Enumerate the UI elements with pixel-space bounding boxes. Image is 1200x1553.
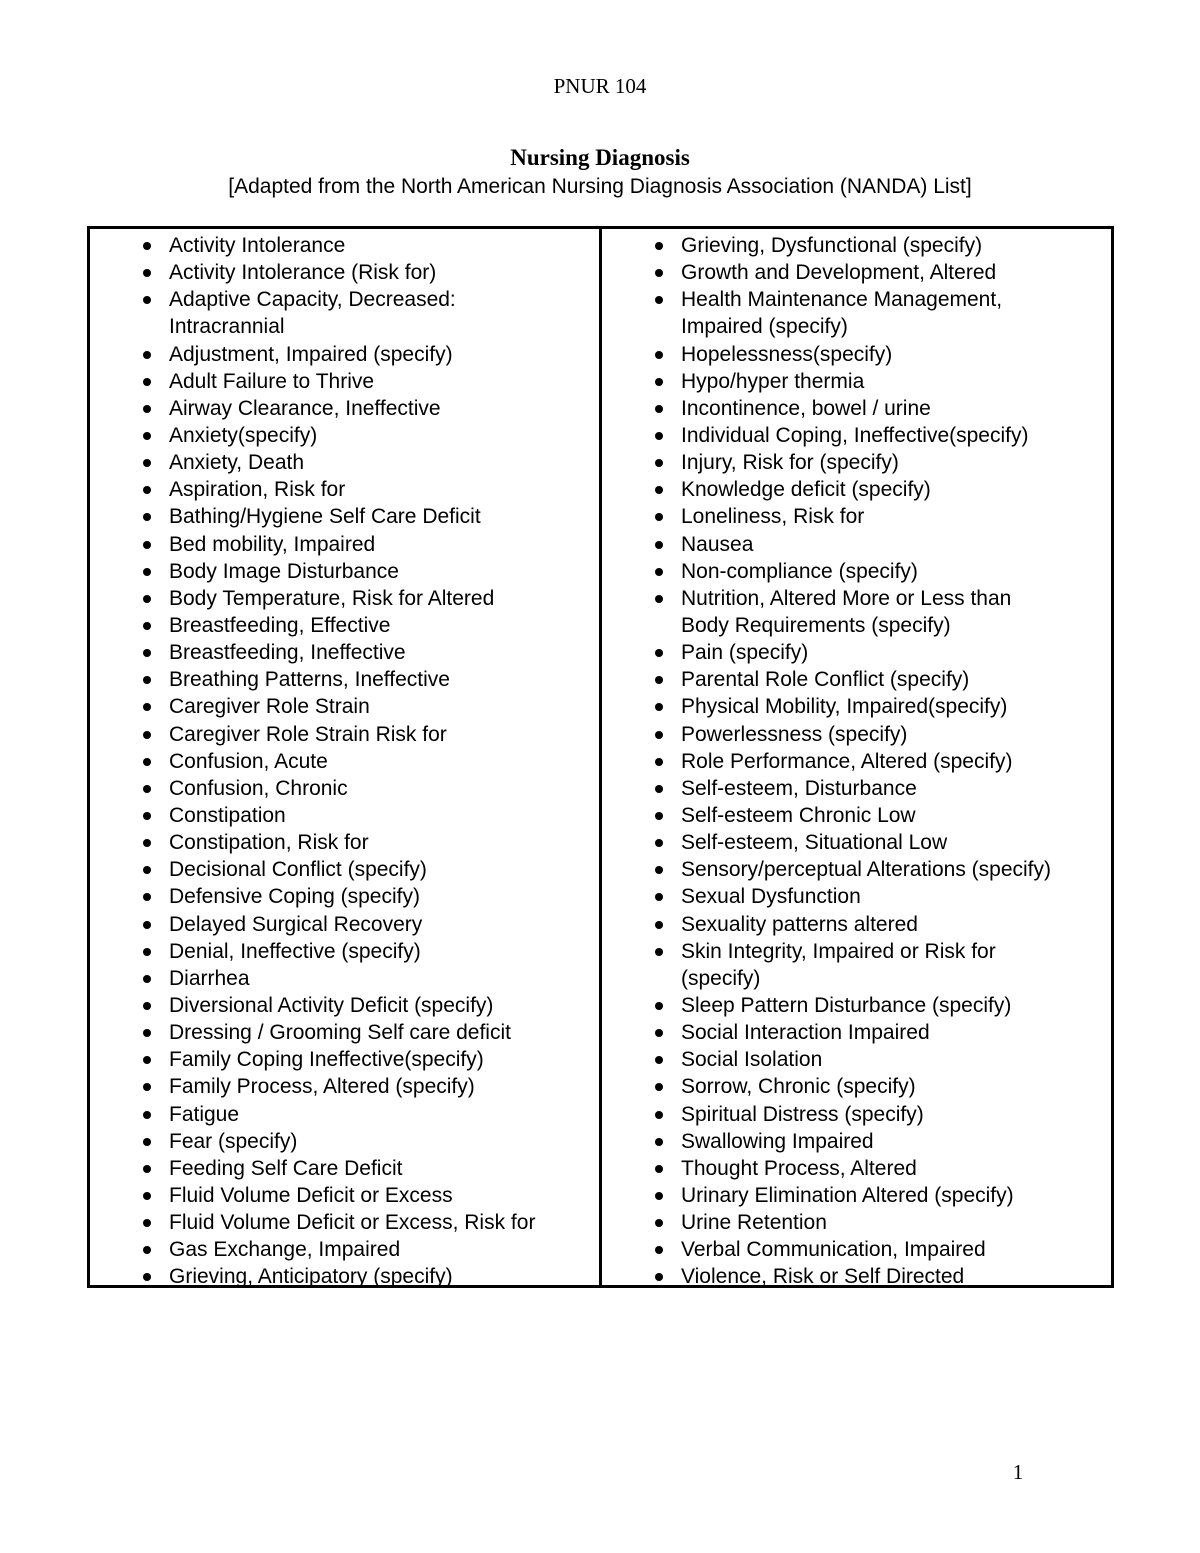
bullet-dot-icon [655,731,663,739]
bullet-dot-icon [143,1273,151,1281]
list-item [602,476,1111,503]
list-item-label: Health Maintenance Management, [681,288,1003,312]
list-item [602,1182,1111,1209]
list-item-label: Fatigue [169,1102,240,1126]
list-item [90,1182,599,1209]
page-number: 1 [1012,1460,1024,1484]
list-item [602,883,1111,910]
list-item-label: Feeding Self Care Deficit [169,1156,403,1180]
bullet-dot-icon [655,758,663,766]
list-item [602,503,1111,530]
list-item [602,1019,1111,1046]
list-item-label: Adjustment, Impaired (specify) [169,342,453,366]
list-item-label: Urine Retention [681,1211,827,1235]
list-item [90,232,599,259]
bullet-dot-icon [143,785,151,793]
bullet-dot-icon [655,486,663,494]
list-item-label: Role Performance, Altered (specify) [681,749,1013,773]
list-item-label: Body Temperature, Risk for Altered [169,586,495,610]
list-item-label: Skin Integrity, Impaired or Risk for [681,939,996,963]
bullet-dot-icon [655,269,663,277]
list-item-label: Diversional Activity Deficit (specify) [169,993,494,1017]
list-item-label: Urinary Elimination Altered (specify) [681,1183,1014,1207]
list-item [602,965,1111,992]
list-item-label: Sleep Pattern Disturbance (specify) [681,993,1012,1017]
bullet-dot-icon [143,242,151,250]
list-item [90,368,599,395]
list-item-label: Activity Intolerance [169,234,346,257]
list-item [90,883,599,910]
list-item [90,1073,599,1100]
list-item [90,802,599,829]
list-item-label: Confusion, Chronic [169,776,348,800]
bullet-dot-icon [655,405,663,413]
list-item-label: Incontinence, bowel / urine [681,396,931,420]
list-item [602,856,1111,883]
bullet-dot-icon [143,812,151,820]
list-item [90,856,599,883]
list-item-label: Aspiration, Risk for [169,478,346,502]
list-item [90,775,599,802]
bullet-dot-icon [143,893,151,901]
list-item-label: Caregiver Role Strain Risk for [169,722,447,746]
bullet-dot-icon [143,568,151,576]
bullet-dot-icon [655,703,663,711]
list-item [602,1101,1111,1128]
bullet-dot-icon [655,1083,663,1091]
list-item-label: Anxiety, Death [169,451,305,475]
bullet-dot-icon [655,649,663,657]
list-item-label: Body Requirements (specify) [681,613,951,637]
list-item [602,585,1111,612]
list-item-label: Grieving, Anticipatory (specify) [169,1265,453,1289]
list-item-label: Loneliness, Risk for [681,505,865,529]
bullet-dot-icon [143,1056,151,1064]
list-item [90,829,599,856]
list-item [602,775,1111,802]
list-item [90,259,599,286]
list-item-label: Adaptive Capacity, Decreased: [169,288,456,312]
bullet-dot-icon [143,1219,151,1227]
bullet-dot-icon [655,812,663,820]
bullet-dot-icon [655,1246,663,1254]
list-item [602,449,1111,476]
list-item-label: Fluid Volume Deficit or Excess, Risk for [169,1211,536,1235]
list-item-label: Self-esteem Chronic Low [681,803,916,827]
list-item [602,666,1111,693]
list-item-label: Family Coping Ineffective(specify) [169,1048,484,1072]
list-item-label: Sexual Dysfunction [681,885,861,909]
bullet-dot-icon [655,866,663,874]
list-item-label: Impaired (specify) [681,315,848,339]
list-item [602,829,1111,856]
list-item-label: Activity Intolerance (Risk for) [169,261,437,285]
list-item-label: Injury, Risk for (specify) [681,451,899,475]
list-item-label: Sorrow, Chronic (specify) [681,1075,916,1099]
list-item [602,313,1111,340]
list-item [90,558,599,585]
list-item-label: Non-compliance (specify) [681,559,918,583]
bullet-dot-icon [143,975,151,983]
list-item-label: Fear (specify) [169,1129,298,1153]
list-item [602,1073,1111,1100]
bullet-dot-icon [143,405,151,413]
bullet-dot-icon [143,1192,151,1200]
list-item-label: Breathing Patterns, Ineffective [169,668,450,692]
list-item [90,313,599,340]
list-item [90,911,599,938]
bullet-dot-icon [143,1246,151,1254]
list-item-label: Denial, Ineffective (specify) [169,939,421,963]
list-item [90,1209,599,1236]
bullet-dot-icon [655,296,663,304]
list-item [602,232,1111,259]
list-item [602,802,1111,829]
list-item-label: Adult Failure to Thrive [169,369,375,393]
list-item-label: Spiritual Distress (specify) [681,1102,924,1126]
list-item [90,639,599,666]
bullet-dot-icon [143,269,151,277]
course-code: PNUR 104 [553,74,647,98]
bullet-dot-icon [143,459,151,467]
list-item-label: Powerlessness (specify) [681,722,908,746]
bullet-dot-icon [143,731,151,739]
list-item-label: Delayed Surgical Recovery [169,912,423,936]
list-item [602,1209,1111,1236]
bullet-dot-icon [143,1111,151,1119]
bullet-dot-icon [143,541,151,549]
list-item-label: Caregiver Role Strain [169,695,370,719]
list-item-label: Individual Coping, Ineffective(specify) [681,423,1029,447]
list-item [90,531,599,558]
bullet-dot-icon [143,948,151,956]
bullet-dot-icon [655,785,663,793]
list-item [602,639,1111,666]
list-item-label: Diarrhea [169,966,250,990]
bullet-dot-icon [143,622,151,630]
list-item-label: Defensive Coping (specify) [169,885,420,909]
list-item-label: (specify) [681,966,761,990]
list-item [602,1155,1111,1182]
list-item-label: Grieving, Dysfunctional (specify) [681,234,983,257]
list-item-label: Verbal Communication, Impaired [681,1238,986,1262]
list-item-label: Body Image Disturbance [169,559,399,583]
bullet-dot-icon [143,1083,151,1091]
list-item [602,422,1111,449]
list-item-label: Pain (specify) [681,641,809,665]
list-item [602,1128,1111,1155]
list-item-label: Intracrannial [169,315,285,339]
bullet-dot-icon [655,1111,663,1119]
list-item-label: Nausea [681,532,754,556]
list-item [602,558,1111,585]
bullet-dot-icon [655,513,663,521]
bullet-dot-icon [655,839,663,847]
bullet-dot-icon [655,242,663,250]
list-item [90,1019,599,1046]
list-item-label: Thought Process, Altered [681,1156,917,1180]
bullet-dot-icon [655,1056,663,1064]
list-item-label: Breastfeeding, Effective [169,613,391,637]
list-item [602,721,1111,748]
list-item [602,938,1111,965]
list-item [90,449,599,476]
list-item [90,1155,599,1182]
bullet-dot-icon [655,595,663,603]
bullet-dot-icon [143,1138,151,1146]
list-item [602,286,1111,313]
bullet-dot-icon [143,296,151,304]
bullet-dot-icon [143,432,151,440]
bullet-dot-icon [655,1029,663,1037]
list-item-label: Family Process, Altered (specify) [169,1075,475,1099]
list-item [90,992,599,1019]
list-item [602,531,1111,558]
list-item [90,395,599,422]
list-item-label: Sexuality patterns altered [681,912,918,936]
list-item [90,286,599,313]
bullet-dot-icon [143,1029,151,1037]
list-item [90,1236,599,1263]
list-item [602,693,1111,720]
list-item [90,476,599,503]
list-item-label: Sensory/perceptual Alterations (specify) [681,858,1052,882]
bullet-dot-icon [655,541,663,549]
list-item-label: Airway Clearance, Ineffective [169,396,441,420]
bullet-dot-icon [655,1002,663,1010]
list-item-label: Anxiety(specify) [169,423,318,447]
list-item-label: Social Isolation [681,1048,823,1072]
bullet-dot-icon [143,676,151,684]
bullet-dot-icon [655,432,663,440]
list-item [90,1101,599,1128]
bullet-dot-icon [655,568,663,576]
list-item [90,748,599,775]
right-diagnosis-list [602,229,1111,1290]
diagnosis-table [87,226,1114,1288]
list-item [90,612,599,639]
list-item [602,748,1111,775]
list-item [602,1236,1111,1263]
bullet-dot-icon [143,649,151,657]
list-item-label: Parental Role Conflict (specify) [681,668,970,692]
list-item [602,368,1111,395]
bullet-dot-icon [655,893,663,901]
bullet-dot-icon [655,351,663,359]
list-item-label: Bathing/Hygiene Self Care Deficit [169,505,481,529]
list-item-label: Knowledge deficit (specify) [681,478,931,502]
bullet-dot-icon [655,948,663,956]
bullet-dot-icon [655,1219,663,1227]
list-item [90,1046,599,1073]
document-subtitle: [Adapted from the North American Nursing Diagnosis Association (NANDA) List] [228,175,972,198]
list-item-label: Constipation, Risk for [169,831,369,855]
right-column [602,229,1111,1289]
list-item [90,585,599,612]
list-item [602,395,1111,422]
bullet-dot-icon [143,1002,151,1010]
left-diagnosis-list [90,229,599,1290]
bullet-dot-icon [143,866,151,874]
bullet-dot-icon [655,1192,663,1200]
bullet-dot-icon [143,513,151,521]
list-item-label: Hypo/hyper thermia [681,369,865,393]
list-item-label: Swallowing Impaired [681,1129,874,1153]
list-item [90,422,599,449]
bullet-dot-icon [143,378,151,386]
bullet-dot-icon [143,839,151,847]
list-item [602,341,1111,368]
list-item-label: Self-esteem, Disturbance [681,776,917,800]
list-item [602,911,1111,938]
bullet-dot-icon [655,1165,663,1173]
bullet-dot-icon [655,1273,663,1281]
left-column [90,229,602,1289]
list-item-label: Breastfeeding, Ineffective [169,641,406,665]
list-item-label: Violence, Risk or Self Directed [681,1265,965,1289]
list-item [90,503,599,530]
list-item [90,666,599,693]
bullet-dot-icon [655,676,663,684]
list-item [602,612,1111,639]
list-item-label: Constipation [169,803,286,827]
list-item-label: Social Interaction Impaired [681,1021,930,1045]
list-item [90,965,599,992]
list-item-label: Hopelessness(specify) [681,342,893,366]
list-item [90,341,599,368]
list-item [602,1046,1111,1073]
bullet-dot-icon [143,351,151,359]
list-item-label: Nutrition, Altered More or Less than [681,586,1012,610]
list-item-label: Growth and Development, Altered [681,261,997,285]
list-item [90,938,599,965]
list-item-label: Fluid Volume Deficit or Excess [169,1183,453,1207]
bullet-dot-icon [655,921,663,929]
list-item-label: Self-esteem, Situational Low [681,831,948,855]
bullet-dot-icon [655,459,663,467]
bullet-dot-icon [143,758,151,766]
list-item [602,259,1111,286]
bullet-dot-icon [143,486,151,494]
document-title: Nursing Diagnosis [510,145,690,170]
bullet-dot-icon [655,1138,663,1146]
bullet-dot-icon [143,1165,151,1173]
list-item-label: Physical Mobility, Impaired(specify) [681,695,1008,719]
list-item-label: Decisional Conflict (specify) [169,858,427,882]
bullet-dot-icon [655,378,663,386]
list-item-label: Bed mobility, Impaired [169,532,376,556]
list-item-label: Gas Exchange, Impaired [169,1238,401,1262]
bullet-dot-icon [143,703,151,711]
bullet-dot-icon [143,595,151,603]
list-item-label: Dressing / Grooming Self care deficit [169,1021,511,1045]
list-item-label: Confusion, Acute [169,749,328,773]
bullet-dot-icon [143,921,151,929]
list-item [90,1128,599,1155]
list-item [602,1263,1111,1290]
list-item [90,1263,599,1290]
list-item [90,721,599,748]
list-item [90,693,599,720]
list-item [602,992,1111,1019]
